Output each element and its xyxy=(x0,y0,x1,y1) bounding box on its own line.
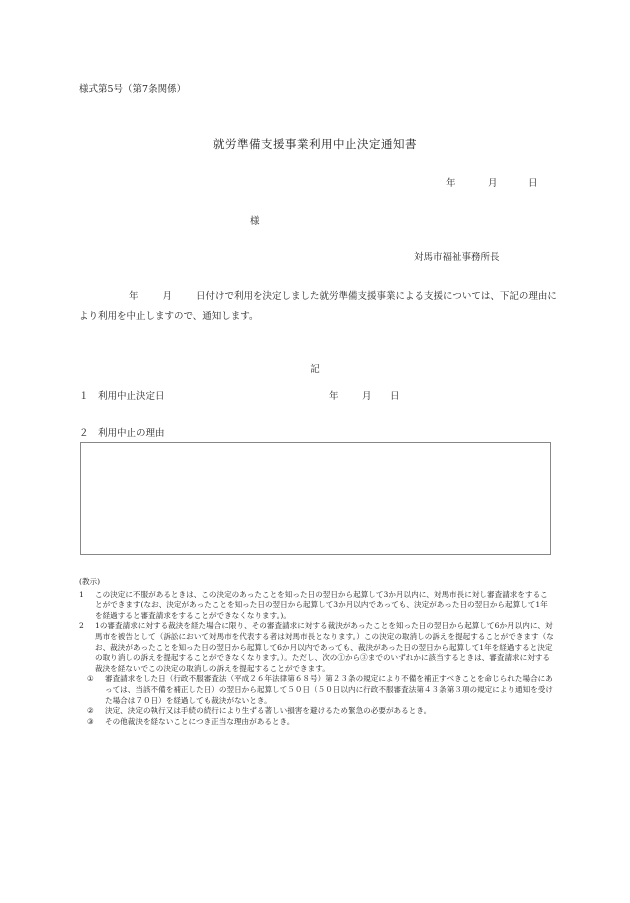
addressee-suffix: 様 xyxy=(250,216,260,227)
instructions-heading: (教示) xyxy=(79,577,101,586)
issue-date-month: 月 xyxy=(488,178,498,189)
item1-label: １ 利用中止決定日 xyxy=(79,391,165,402)
issue-date-year: 年 xyxy=(446,178,456,189)
note-number: 2 xyxy=(79,621,84,631)
note-item xyxy=(79,590,554,622)
note-subitem xyxy=(79,706,554,717)
subitem-number: ① xyxy=(87,674,94,684)
page-title: 就労準備支援事業利用中止決定通知書 xyxy=(213,137,417,151)
item1-year: 年 xyxy=(329,391,339,402)
ki-heading: 記 xyxy=(310,364,320,375)
body-year: 年 xyxy=(129,291,139,302)
subitem-text: 決定、決定の執行又は手続の続行により生ずる著しい損害を避けるため緊急の必要があるとき。 xyxy=(105,706,432,716)
instructions xyxy=(79,577,554,727)
note-subitem xyxy=(79,717,554,728)
note-subitem xyxy=(79,674,554,706)
body-text: 日付けで利用を決定しました就労準備支援事業による支援については、下記の理由により利用を中止しますので、通知します。 xyxy=(79,291,557,322)
note-number: 1 xyxy=(79,589,84,599)
item1-date xyxy=(329,388,400,402)
note-item xyxy=(79,621,554,674)
subitem-number: ② xyxy=(87,706,94,716)
item1-day: 日 xyxy=(390,391,400,402)
issuer-name: 対馬市福祉事務所長 xyxy=(414,252,500,263)
body-paragraph xyxy=(79,287,559,327)
note-text: この決定に不服があるときは、この決定のあったことを知った日の翌日から起算して3か月以内に、対馬市長に対し審査請求をすることができます(なお、決定があったことを知った日の翌日から起算して3か月以内であっても、決定があった日の翌日から起算して1年を経過すると審査請求をすることができなくなります。)。 xyxy=(95,589,548,620)
subitem-text: その他裁決を経ないことにつき正当な理由があるとき。 xyxy=(105,716,295,726)
subitem-text: 審査請求をした日（行政不服審査法（平成２６年法律第６８号）第２３条の規定により不備を補正すべきことを命じられた場合にあっては、当該不備を補正した日）の翌日から起算して５０日（５０日以内に行政不服審査法第４３条第３項の規定により通知を受けた場合は７０日）を経過しても裁決がないとき。 xyxy=(105,674,554,705)
issue-date-line xyxy=(446,175,538,189)
issue-date-day: 日 xyxy=(528,178,538,189)
item2-label: ２ 利用中止の理由 xyxy=(79,428,165,439)
subitem-number: ③ xyxy=(87,716,94,726)
note-text: 1の審査請求に対する裁決を経た場合に限り、その審査請求に対する裁決があったことを知った日の翌日から起算して6か月以内に、対馬市を被告として（訴訟において対馬市を代表する者は対馬市長となります。）この決定の取消しの訴えを提起することができます（なお、裁決があったことを知った日の翌日から起算して6か月以内であっても、裁決があった日の翌日から起算して1年を経過すると決定の取り消しの訴えを提起することができなくなります。）。ただし、次の①から③までのいずれかに該当するときは、審査請求に対する裁決を経ないでこの決定の取消しの訴えを提起することができます。 xyxy=(95,621,554,673)
item1-month: 月 xyxy=(362,391,372,402)
reason-box[interactable] xyxy=(80,442,551,555)
body-month: 月 xyxy=(162,291,173,302)
form-number: 様式第5号（第7条関係） xyxy=(79,84,187,95)
